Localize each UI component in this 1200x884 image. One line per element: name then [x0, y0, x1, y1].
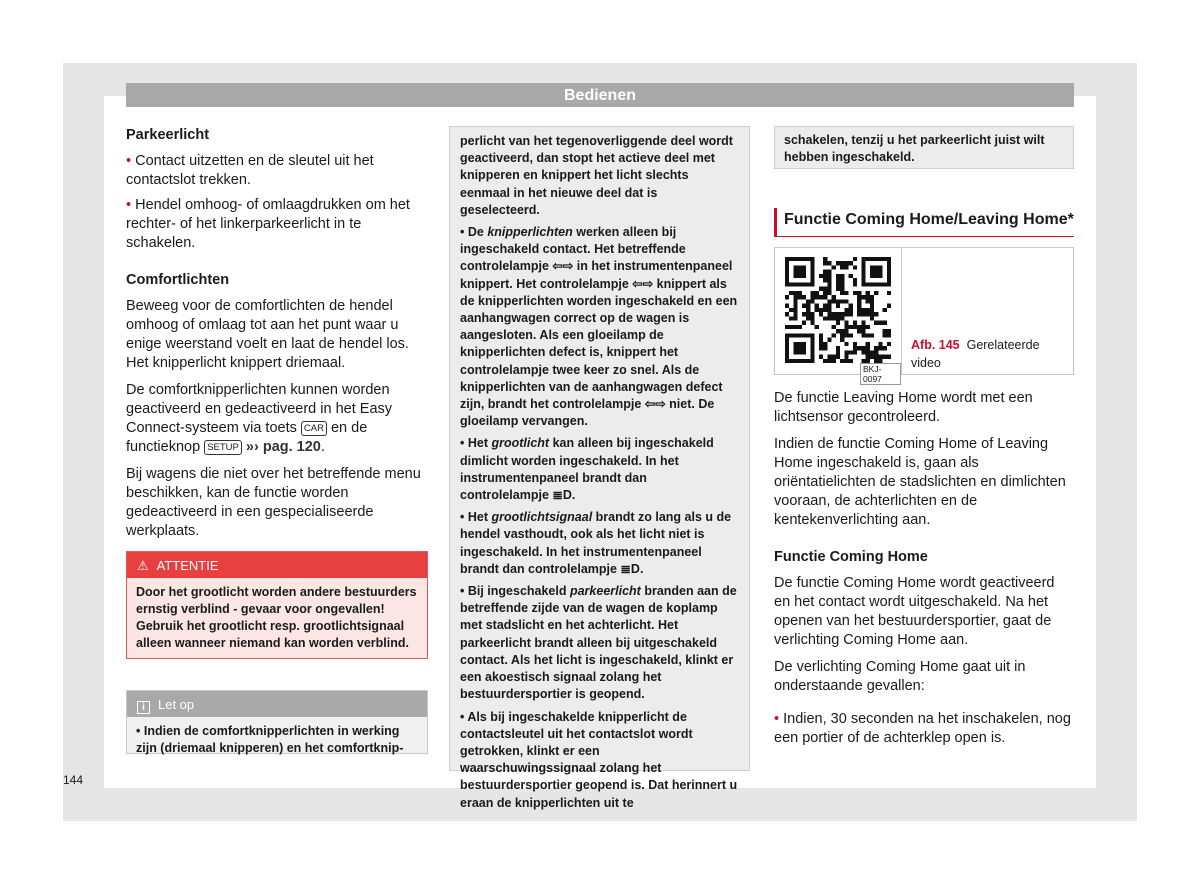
car-key-icon: CAR	[301, 421, 327, 436]
bullet-icon: •	[126, 197, 132, 213]
column-middle-box	[449, 126, 750, 810]
paragraph: Beweeg voor de comfortlichten de hendel omhoog of omlaag tot aan het punt waar u enige weerstand voelt en laat de hendel los. Het knipperlicht knippert driemaal.	[126, 298, 409, 371]
warning-triangle-icon: ⚠	[137, 558, 149, 573]
continued-note-box: schakelen, tenzij u het parkeerlicht juist wilt hebben ingeschakeld.	[774, 126, 1074, 169]
paragraph: De functie Coming Home wordt geactiveerd en het contact wordt uitgeschakeld. Na het openen van het bestuurdersportier, gaat de verlichting Coming Home aan.	[774, 575, 1055, 648]
paragraph: De verlichting Coming Home gaat uit in onderstaande gevallen:	[774, 659, 1026, 694]
list-item: • De knipperlichten werken alleen bij ingeschakeld contact. Het betreffende controlelampje ⇦⇨ in het instrumentenpaneel knippert. Het controlelampje ⇦⇨ knippert als de knipperlichten worden ingeschakeld en een aanhangwagen correct op de wagen is aangesloten. Als een gloeilamp de knipperlichten defect is, knippert het controlelampje twee keer zo snel. Als de knipperlichten van de aanhangwagen defect zijn, brandt het controlelampje ⇦⇨ niet. De gloeilamp vervangen.	[460, 225, 738, 429]
chapter-header: Bedienen	[126, 83, 1074, 107]
paragraph: Bij wagens die niet over het betreffende menu beschikken, kan de functie worden gedeactiveerd in een gespecialiseerde werkplaats.	[126, 466, 421, 539]
note-box	[126, 690, 428, 754]
section-title: Functie Coming Home/Leaving Home*	[774, 208, 1074, 237]
warning-box	[126, 551, 428, 659]
list-item: • Bij ingeschakeld parkeerlicht branden aan de betreffende zijde van de wagen de koplamp met stadslicht en het achterlicht. Het parkeerlicht brandt alleen bij uitgeschakeld contact. Als het licht is ingeschakeld, klinkt er een akoestisch signaal zolang het bestuurdersportier is geopend.	[460, 584, 737, 702]
paragraph: perlicht van het tegenoverliggende deel wordt geactiveerd, dan stopt het actieve deel met knipperen en knippert het licht slechts eenmaal in het nieuwe deel dat is geselecteerd.	[460, 134, 733, 217]
figure-code: BKJ-0097	[860, 363, 901, 385]
note-text: • Indien de comfortknipperlichten in werking zijn (driemaal knipperen) en het comfortknip-	[127, 717, 427, 753]
list-item: • Contact uitzetten en de sleutel uit het contactslot trekken.	[126, 153, 374, 188]
list-item: • Hendel omhoog- of omlaagdrukken om het rechter- of het linkerparkeerlicht in te schakelen.	[126, 197, 410, 251]
heading-functie-coming-home: Functie Coming Home	[774, 549, 928, 565]
list-item: • Als bij ingeschakelde knipperlicht de contactsleutel uit het contactslot wordt getrokken, klinkt er een waarschuwingssignaal zolang het bestuurdersportier geopend is. Dat herinnert u eraan de knipperlichten uit te	[460, 709, 738, 810]
warning-title: ATTENTIE	[156, 558, 219, 573]
list-item: • Het grootlichtsignaal brandt zo lang als u de hendel vasthoudt, ook als het licht niet is ingeschakeld. In het instrumentenpaneel brandt dan controlelampje ≣D.	[460, 510, 732, 576]
bullet-icon: •	[126, 153, 132, 169]
figure-box	[774, 247, 1074, 384]
page-number: 144	[63, 773, 84, 787]
paragraph: De comfortknipperlichten kunnen worden geactiveerd en gedeactiveerd in het Easy Connect-systeem via toets CAR en de functieknop SETUP »› pag. 120.	[126, 382, 393, 455]
setup-key-icon: SETUP	[204, 440, 242, 455]
bullet-icon: •	[774, 711, 780, 727]
list-item: • Het grootlicht kan alleen bij ingeschakeld dimlicht worden ingeschakeld. In het instrumentenpaneel brandt dan controlelampje ≣D.	[460, 436, 714, 503]
figure-caption: Afb. 145 Gerelateerde video	[911, 338, 1040, 370]
heading-parkeerlicht: Parkeerlicht	[126, 127, 210, 143]
list-item: • Indien, 30 seconden na het inschakelen, nog een portier of de achterklep open is.	[774, 711, 1071, 746]
column-right	[774, 389, 1074, 756]
heading-comfortlichten: Comfortlichten	[126, 272, 230, 288]
paragraph: De functie Leaving Home wordt met een lichtsensor gecontroleerd.	[774, 390, 1033, 425]
info-icon: i	[137, 701, 150, 714]
note-title: Let op	[158, 697, 195, 712]
paragraph: Indien de functie Coming Home of Leaving Home ingeschakeld is, gaan als oriëntatielichten de stadslichten en dimlichten vooraan, de achterlichten en de kentekenverlichting aan.	[774, 436, 1066, 528]
qr-code-icon[interactable]	[775, 248, 902, 384]
column-left	[126, 126, 426, 549]
page-reference-link[interactable]: »› pag. 120	[245, 439, 321, 455]
warning-text: Door het grootlicht worden andere bestuurders ernstig verblind - gevaar voor ongevallen! Gebruik het grootlicht resp. grootlichtsignaal alleen wanneer niemand kan worden verblind.	[127, 578, 427, 658]
